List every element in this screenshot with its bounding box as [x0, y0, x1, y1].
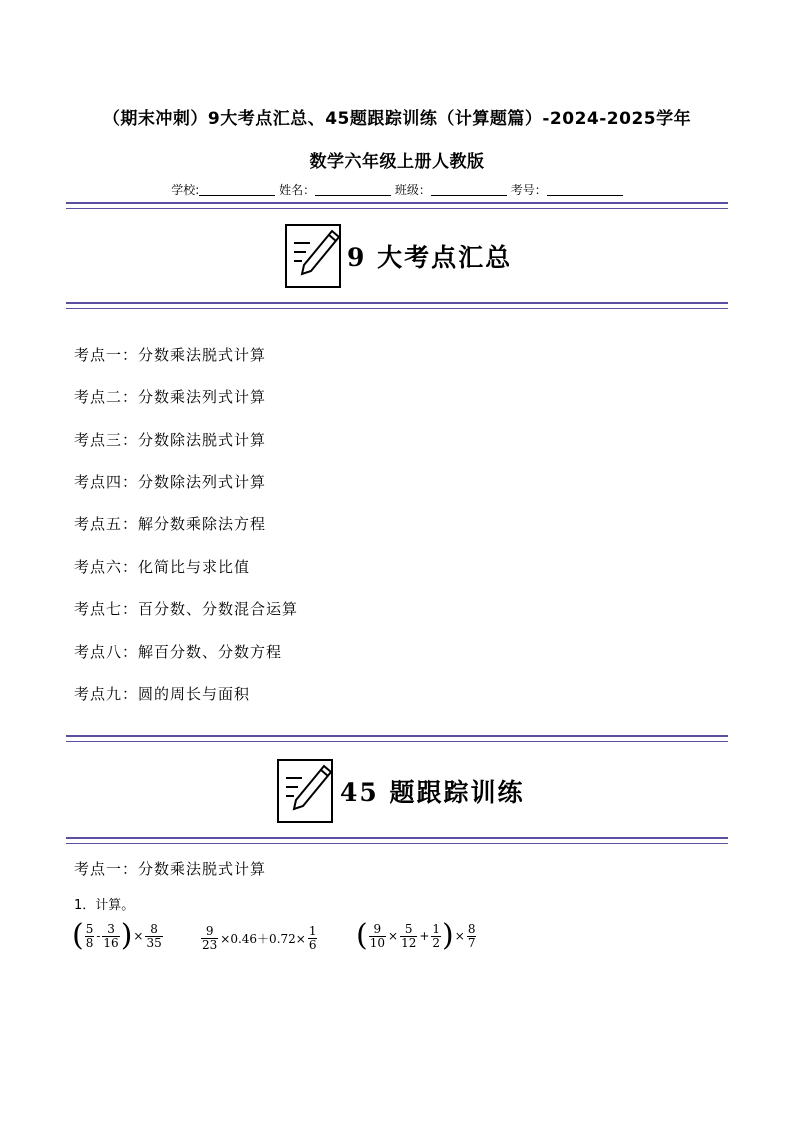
name-blank[interactable]: [315, 183, 391, 196]
document-title-line2: 数学六年级上册人教版: [309, 152, 485, 172]
notepad-pencil-icon: [276, 756, 336, 824]
practice-subheading: 考点一：分数乘法脱式计算: [74, 860, 267, 878]
math-expression-1: ( $\frac{5}{8}$ - $\frac{3}{16}$ )× $\frac{8}{35}$: [72, 918, 162, 953]
section-title-practice: 45 题跟踪训练: [340, 778, 525, 807]
math-expression-3: ( $\frac{9}{10}$ × $\frac{5}{12}$ + $\frac{1}{2}$ )× $\frac{8}{7}$: [356, 918, 476, 953]
school-label: 学校:: [171, 183, 200, 197]
list-item: 考点二：分数乘法列式计算: [74, 388, 267, 406]
section-divider: [66, 837, 728, 844]
open-paren: (: [72, 918, 84, 953]
close-paren: ): [120, 918, 133, 953]
close-paren: ): [442, 918, 454, 953]
section-divider: [66, 735, 728, 742]
number-label: 考号：: [510, 183, 547, 197]
section-divider: [66, 202, 728, 209]
fraction: $\frac{8}{7}$: [467, 921, 476, 950]
fraction: $\frac{9}{23}$: [202, 924, 218, 952]
section-divider: [66, 302, 728, 309]
class-label: 班级：: [394, 183, 431, 197]
list-item: 考点六：化简比与求比值: [74, 558, 251, 576]
fraction: $\frac{5}{12}$: [401, 921, 417, 950]
list-item: 考点九：圆的周长与面积: [74, 685, 251, 703]
list-item: 考点四：分数除法列式计算: [74, 473, 267, 491]
section-title-summary: 9 大考点汇总: [347, 243, 513, 272]
student-info-line: [0, 181, 794, 198]
notepad-pencil-icon: [284, 221, 344, 289]
document-title-line1: （期末冲刺）9大考点汇总、45题跟踪训练（计算题篇）-2024-2025学年: [102, 109, 692, 129]
list-item: 考点五：解分数乘除法方程: [74, 515, 267, 533]
fraction: $\frac{9}{10}$: [369, 921, 385, 950]
list-item: 考点一：分数乘法脱式计算: [74, 346, 267, 364]
list-item: 考点七：百分数、分数混合运算: [74, 600, 299, 618]
open-paren: (: [356, 918, 368, 953]
fraction: $\frac{1}{2}$: [432, 921, 441, 950]
fraction: $\frac{1}{6}$: [308, 924, 317, 952]
math-expression-2: $\frac{9}{23}$ ×0.46＋0.72× $\frac{1}{6}$: [202, 924, 317, 952]
fraction: $\frac{3}{16}$: [103, 921, 119, 950]
number-blank[interactable]: [547, 183, 623, 196]
fraction: $\frac{5}{8}$: [85, 921, 94, 950]
class-blank[interactable]: [431, 183, 507, 196]
list-item: 考点三：分数除法脱式计算: [74, 431, 267, 449]
list-item: 考点八：解百分数、分数方程: [74, 643, 283, 661]
fraction: $\frac{8}{35}$: [146, 921, 162, 950]
question-label: 1．计算。: [74, 898, 135, 913]
school-blank[interactable]: [199, 183, 275, 196]
name-label: 姓名：: [279, 183, 316, 197]
